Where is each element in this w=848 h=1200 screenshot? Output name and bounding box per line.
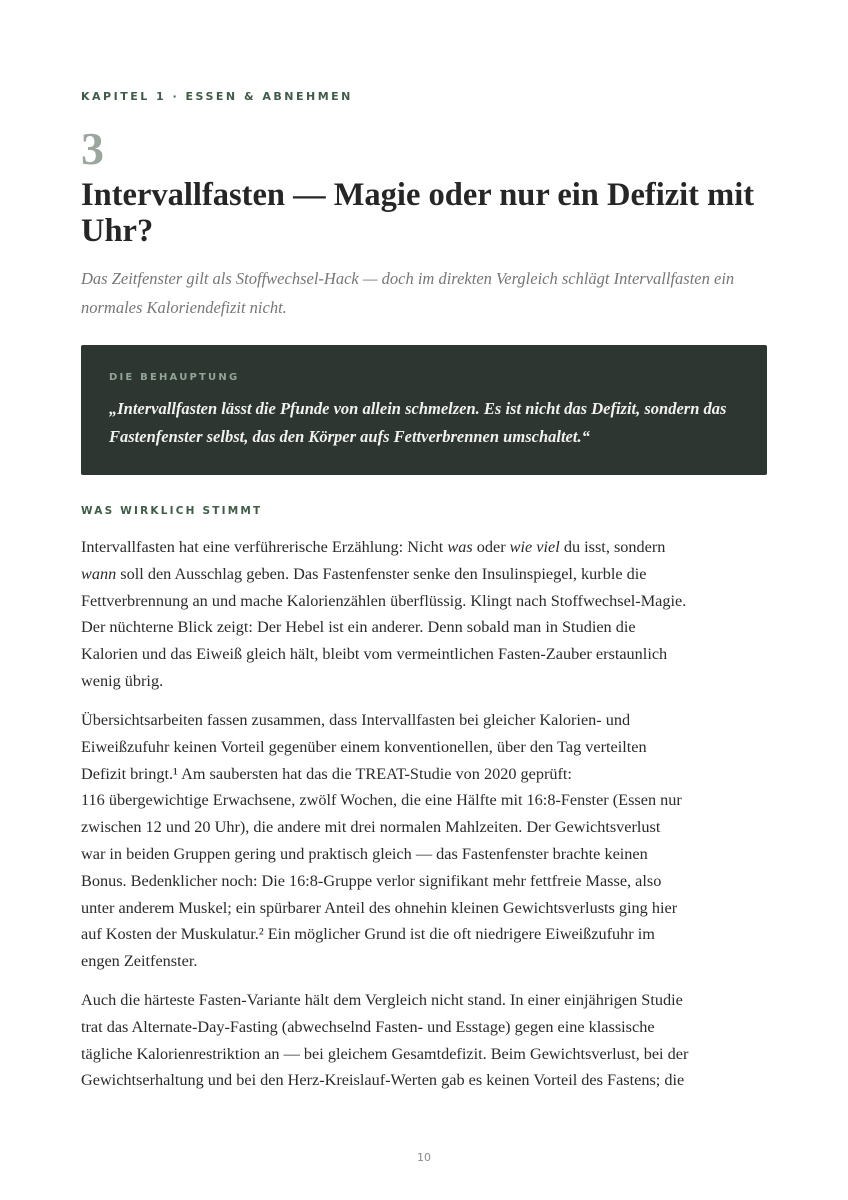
text-line: Fettverbrennung an und mache Kalorienzählen überflüssig. Klingt nach Stoffwechsel-Magie.: [81, 591, 687, 610]
text-line: tägliche Kalorienrestriktion an — bei gleichem Gesamtdefizit. Beim Gewichtsverlust, bei der: [81, 1044, 689, 1063]
text-line: wenig übrig.: [81, 671, 164, 690]
chapter-number: 3: [81, 123, 104, 174]
claim-box: [81, 345, 767, 475]
page-title: Intervallfasten — Magie oder nur ein Defizit mit Uhr?: [81, 177, 755, 249]
text-span: oder: [472, 538, 510, 556]
text-line: trat das Alternate-Day-Fasting (abwechselnd Fasten- und Esstage) gegen eine klassische: [81, 1017, 655, 1036]
page-number: 10: [417, 1151, 431, 1164]
text-line: auf Kosten der Muskulatur.² Ein möglicher Grund ist die oft niedrigere Eiweißzufuhr im: [81, 925, 655, 944]
text-line: [81, 561, 781, 588]
body-paragraph-1: [81, 534, 781, 695]
text-line: 116 übergewichtige Erwachsene, zwölf Wochen, die eine Hälfte mit 16:8-Fenster (Essen nur: [81, 791, 682, 810]
text-line: war in beiden Gruppen gering und praktisch gleich — das Fastenfenster brachte keinen: [81, 844, 648, 863]
text-line: Gewichtserhaltung und bei den Herz-Kreislauf-Werten gab es keinen Vorteil des Fastens; die: [81, 1071, 685, 1090]
emphasis-was: was: [447, 538, 473, 556]
text-line: unter anderem Muskel; ein spürbarer Anteil des ohnehin kleinen Gewichtsverlusts ging hier: [81, 898, 678, 917]
emphasis-wie-viel: wie viel: [509, 538, 560, 556]
text-line: Kalorien und das Eiweiß gleich hält, bleibt vom vermeintlichen Fasten-Zauber erstaunlich: [81, 645, 668, 664]
claim-quote: „Intervallfasten lässt die Pfunde von allein schmelzen. Es ist nicht das Defizit, sondern das Fastenfenster selbst, das den Körper aufs Fettverbrennen umschaltet.“: [109, 399, 727, 446]
chapter-kicker: KAPITEL 1 · ESSEN & ABNEHMEN: [81, 90, 353, 103]
page: [81, 0, 767, 1200]
body-paragraph-2: [81, 707, 781, 975]
text-line: Eiweißzufuhr keinen Vorteil gegenüber einem konventionellen, über den Tag verteilten: [81, 737, 647, 756]
subtitle: Das Zeitfenster gilt als Stoffwechsel-Hack — doch im direkten Vergleich schlägt Intervallfasten ein normales Kaloriendefizit nicht.: [81, 269, 735, 317]
text-line: [81, 534, 781, 561]
text-line: zwischen 12 und 20 Uhr), die andere mit drei normalen Mahlzeiten. Der Gewichtsverlust: [81, 818, 661, 837]
text-line: Defizit bringt.¹ Am saubersten hat das die TREAT-Studie von 2020 geprüft:: [81, 764, 572, 783]
emphasis-wann: wann: [81, 564, 117, 583]
text-span: soll den Ausschlag geben. Das Fastenfenster senke den Insulinspiegel, kurble die: [116, 564, 647, 583]
text-line: engen Zeitfenster.: [81, 952, 198, 971]
text-line: Der nüchterne Blick zeigt: Der Hebel ist ein anderer. Denn sobald man in Studien die: [81, 618, 636, 637]
claim-label: DIE BEHAUPTUNG: [109, 372, 240, 383]
section-heading: WAS WIRKLICH STIMMT: [81, 505, 263, 517]
body-paragraph-3: [81, 987, 781, 1094]
text-span: Intervallfasten hat eine verführerische Erzählung: Nicht: [81, 538, 448, 556]
text-line: Bonus. Bedenklicher noch: Die 16:8-Gruppe verlor signifikant mehr fettfreie Masse, also: [81, 871, 662, 890]
text-line: Auch die härteste Fasten-Variante hält dem Vergleich nicht stand. In einer einjährigen Studie: [81, 991, 683, 1009]
text-span: du isst, sondern: [559, 538, 666, 556]
text-line: Übersichtsarbeiten fassen zusammen, dass Intervallfasten bei gleicher Kalorien- und: [81, 711, 631, 729]
